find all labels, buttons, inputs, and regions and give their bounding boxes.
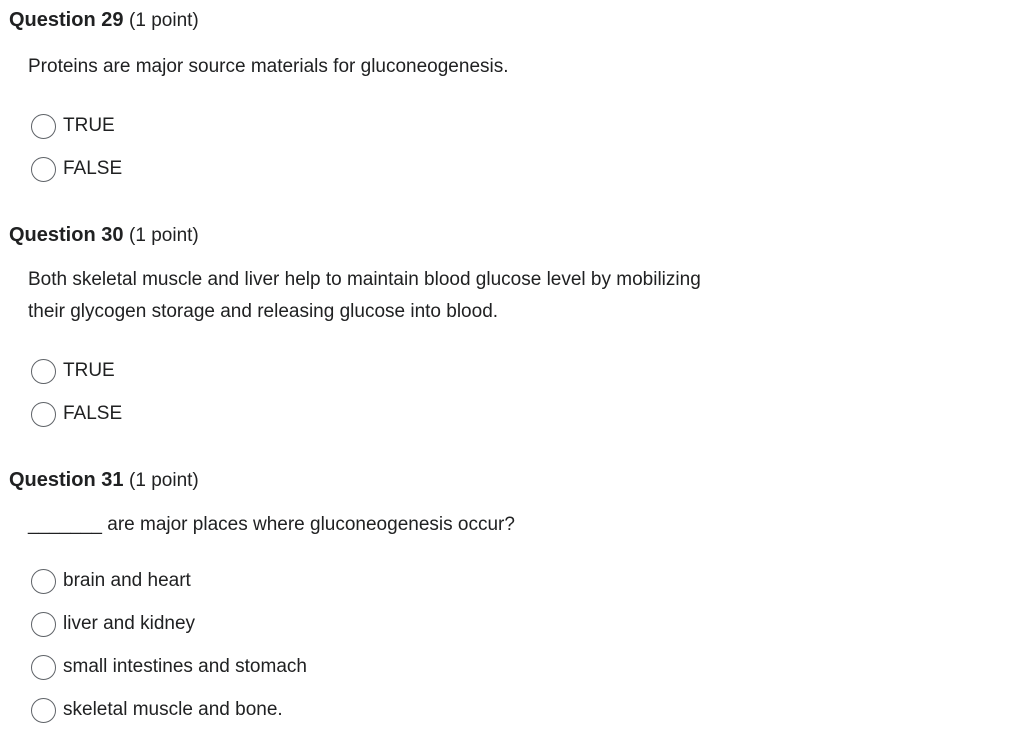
question-header [9, 223, 199, 248]
radio-button[interactable] [31, 359, 56, 384]
question-text: Proteins are major source materials for gluconeogenesis. [28, 56, 509, 77]
option-skeletal-muscle-and-bone[interactable] [31, 695, 283, 725]
question-text-line-1: Both skeletal muscle and liver help to maintain blood glucose level by mobilizing [28, 269, 701, 290]
question-title: Question 31 [9, 469, 124, 491]
option-label: FALSE [63, 403, 123, 424]
radio-button[interactable] [31, 698, 56, 723]
option-label: liver and kidney [63, 613, 196, 634]
question-title: Question 30 [9, 224, 124, 246]
radio-button[interactable] [31, 569, 56, 594]
question-points: (1 point) [129, 225, 199, 246]
option-false[interactable] [31, 154, 122, 184]
radio-button[interactable] [31, 114, 56, 139]
option-label: TRUE [63, 115, 115, 136]
radio-button[interactable] [31, 612, 56, 637]
radio-button[interactable] [31, 655, 56, 680]
option-liver-and-kidney[interactable] [31, 609, 195, 639]
question-title: Question 29 [9, 9, 124, 31]
radio-button[interactable] [31, 157, 56, 182]
option-label: skeletal muscle and bone. [63, 699, 283, 720]
option-label: brain and heart [63, 570, 191, 591]
option-label: FALSE [63, 158, 123, 179]
question-points: (1 point) [129, 10, 199, 31]
option-label: TRUE [63, 360, 115, 381]
option-true[interactable] [31, 356, 115, 386]
question-text-line-2: their glycogen storage and releasing glucose into blood. [28, 301, 499, 322]
question-text: _______ are major places where gluconeogenesis occur? [28, 514, 515, 535]
radio-button[interactable] [31, 402, 56, 427]
question-header [9, 468, 199, 493]
option-label: small intestines and stomach [63, 656, 307, 677]
option-false[interactable] [31, 399, 122, 429]
question-header [9, 8, 199, 33]
option-small-intestines-and-stomach[interactable] [31, 652, 307, 682]
option-true[interactable] [31, 111, 115, 141]
question-points: (1 point) [129, 470, 199, 491]
option-brain-and-heart[interactable] [31, 566, 191, 596]
